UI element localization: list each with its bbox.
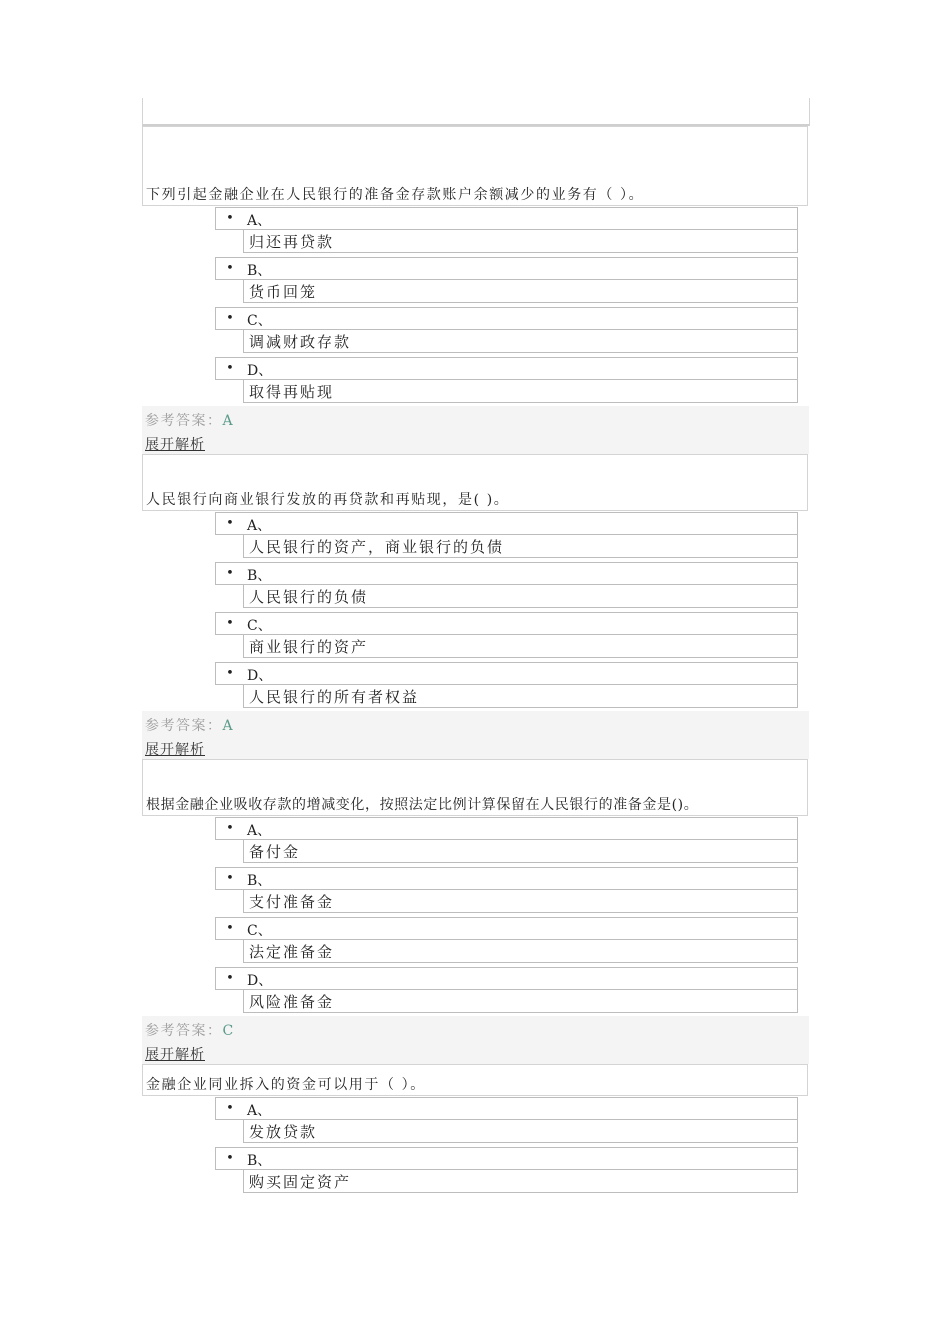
bullet-icon: •	[226, 921, 234, 936]
question-1	[142, 126, 808, 206]
option-b[interactable]	[215, 1147, 798, 1170]
option-c[interactable]	[215, 612, 798, 635]
bullet-icon: •	[226, 821, 234, 836]
option-d-text: 取得再贴现	[243, 380, 798, 403]
top-frame	[142, 98, 810, 126]
answer-block	[142, 711, 809, 759]
option-a-text: 人民银行的资产，商业银行的负债	[243, 535, 798, 558]
option-a[interactable]	[215, 817, 798, 840]
option-letter: A、	[247, 1103, 272, 1119]
answer-label: 参考答案：	[145, 1023, 223, 1039]
option-a-text: 发放贷款	[243, 1120, 798, 1143]
bullet-icon: •	[226, 516, 234, 531]
answer-block	[142, 1016, 809, 1064]
option-b[interactable]	[215, 867, 798, 890]
option-c[interactable]	[215, 307, 798, 330]
option-letter: C、	[247, 618, 272, 634]
answer-block	[142, 406, 809, 454]
expand-analysis-link[interactable]: 展开解析	[145, 742, 205, 758]
bullet-icon: •	[226, 566, 234, 581]
option-a-text: 备付金	[243, 840, 798, 863]
option-d[interactable]	[215, 357, 798, 380]
bullet-icon: •	[226, 361, 234, 376]
bullet-icon: •	[226, 616, 234, 631]
option-d-text: 人民银行的所有者权益	[243, 685, 798, 708]
answer-value: A	[222, 718, 235, 734]
option-a-text: 归还再贷款	[243, 230, 798, 253]
bullet-icon: •	[226, 311, 234, 326]
option-b-text: 人民银行的负债	[243, 585, 798, 608]
option-a[interactable]	[215, 207, 798, 230]
option-b-text: 支付准备金	[243, 890, 798, 913]
option-letter: D、	[247, 363, 273, 379]
expand-analysis-link[interactable]: 展开解析	[145, 1047, 205, 1063]
option-letter: C、	[247, 923, 272, 939]
option-letter: B、	[247, 1153, 272, 1169]
option-letter: C、	[247, 313, 272, 329]
bullet-icon: •	[226, 971, 234, 986]
option-letter: B、	[247, 568, 272, 584]
option-letter: A、	[247, 518, 272, 534]
reference-answer	[145, 715, 234, 735]
option-letter: A、	[247, 823, 272, 839]
option-letter: B、	[247, 263, 272, 279]
question-text: 根据金融企业吸收存款的增减变化，按照法定比例计算保留在人民银行的准备金是()。	[146, 797, 699, 813]
option-b-text: 货币回笼	[243, 280, 798, 303]
option-c-text: 商业银行的资产	[243, 635, 798, 658]
option-letter: A、	[247, 213, 272, 229]
reference-answer	[145, 1020, 235, 1040]
question-text: 人民银行向商业银行发放的再贷款和再贴现，是( )。	[146, 492, 510, 508]
option-b[interactable]	[215, 562, 798, 585]
option-c[interactable]	[215, 917, 798, 940]
option-b[interactable]	[215, 257, 798, 280]
bullet-icon: •	[226, 1101, 234, 1116]
bullet-icon: •	[226, 871, 234, 886]
question-text: 金融企业同业拆入的资金可以用于（ ）。	[146, 1077, 426, 1093]
answer-label: 参考答案：	[145, 413, 223, 429]
question-2	[142, 454, 808, 511]
option-d-text: 风险准备金	[243, 990, 798, 1013]
option-letter: D、	[247, 973, 273, 989]
option-letter: B、	[247, 873, 272, 889]
bullet-icon: •	[226, 666, 234, 681]
option-d[interactable]	[215, 967, 798, 990]
option-b-text: 购买固定资产	[243, 1170, 798, 1193]
answer-label: 参考答案：	[145, 718, 223, 734]
answer-value: A	[222, 413, 235, 429]
answer-value: C	[222, 1023, 235, 1039]
bullet-icon: •	[226, 261, 234, 276]
question-4	[142, 1064, 808, 1096]
option-a[interactable]	[215, 1097, 798, 1120]
bullet-icon: •	[226, 211, 234, 226]
expand-analysis-link[interactable]: 展开解析	[145, 437, 205, 453]
option-letter: D、	[247, 668, 273, 684]
option-c-text: 法定准备金	[243, 940, 798, 963]
bullet-icon: •	[226, 1151, 234, 1166]
option-c-text: 调减财政存款	[243, 330, 798, 353]
question-3	[142, 759, 808, 816]
option-a[interactable]	[215, 512, 798, 535]
reference-answer	[145, 410, 234, 430]
question-text: 下列引起金融企业在人民银行的准备金存款账户余额减少的业务有（ ）。	[146, 187, 645, 203]
option-d[interactable]	[215, 662, 798, 685]
